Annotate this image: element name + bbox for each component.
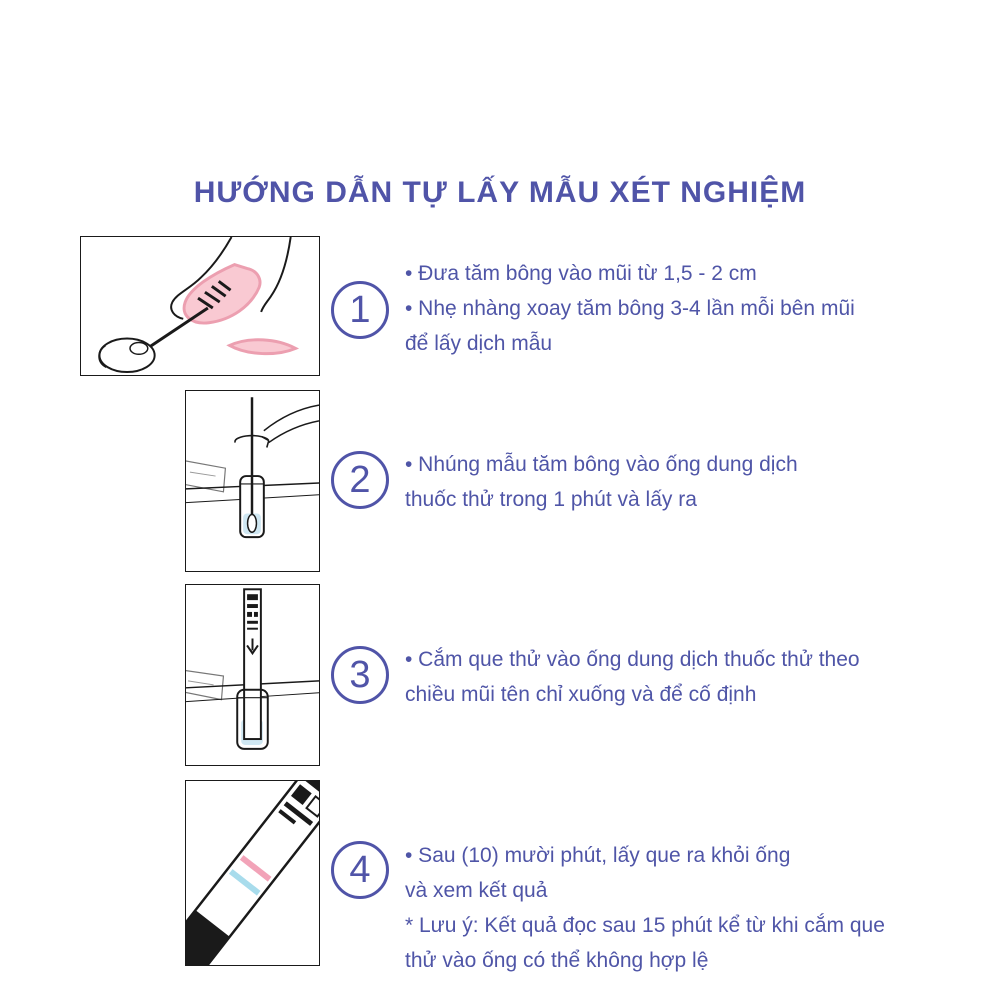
instruction-line: • Nhẹ nhàng xoay tăm bông 3-4 lần mỗi bên mũi xyxy=(405,297,855,320)
step-2-illustration-box xyxy=(185,390,320,572)
step-3-illustration-box xyxy=(185,584,320,766)
instruction-line: để lấy dịch mẫu xyxy=(405,332,553,355)
instruction-line: • Đưa tăm bông vào mũi từ 1,5 - 2 cm xyxy=(405,262,757,285)
step-4-text xyxy=(405,838,980,978)
instruction-line: • Sau (10) mười phút, lấy que ra khỏi ống xyxy=(405,844,791,867)
step-3-text xyxy=(405,642,980,712)
step-1-number-badge xyxy=(331,281,389,339)
step-2-number: 2 xyxy=(349,458,371,501)
step-4-number-badge xyxy=(331,841,389,899)
nasal-swab-icon xyxy=(81,237,319,375)
instruction-line: thuốc thử trong 1 phút và lấy ra xyxy=(405,488,697,511)
step-3-number: 3 xyxy=(349,653,371,696)
strip-in-tube-icon xyxy=(186,585,319,765)
step-2-text xyxy=(405,447,980,517)
instruction-line: thử vào ống có thể không hợp lệ xyxy=(405,949,709,972)
step-4-number: 4 xyxy=(349,848,371,891)
instruction-line: • Cắm que thử vào ống dung dịch thuốc thử theo xyxy=(405,648,860,671)
instruction-line: • Nhúng mẫu tăm bông vào ống dung dịch xyxy=(405,453,798,476)
step-1-number: 1 xyxy=(349,288,371,331)
instruction-line: * Lưu ý: Kết quả đọc sau 15 phút kể từ khi cắm que xyxy=(405,914,885,937)
step-1-text xyxy=(405,256,980,361)
result-strip-icon xyxy=(186,781,319,965)
step-2-number-badge xyxy=(331,451,389,509)
instruction-line: và xem kết quả xyxy=(405,879,548,902)
swab-in-tube-icon xyxy=(186,391,319,571)
page-title: HƯỚNG DẪN TỰ LẤY MẪU XÉT NGHIỆM xyxy=(193,176,807,209)
step-3-number-badge xyxy=(331,646,389,704)
step-1-illustration-box xyxy=(80,236,320,376)
instruction-line: chiều mũi tên chỉ xuống và để cố định xyxy=(405,683,757,706)
step-4-illustration-box xyxy=(185,780,320,966)
